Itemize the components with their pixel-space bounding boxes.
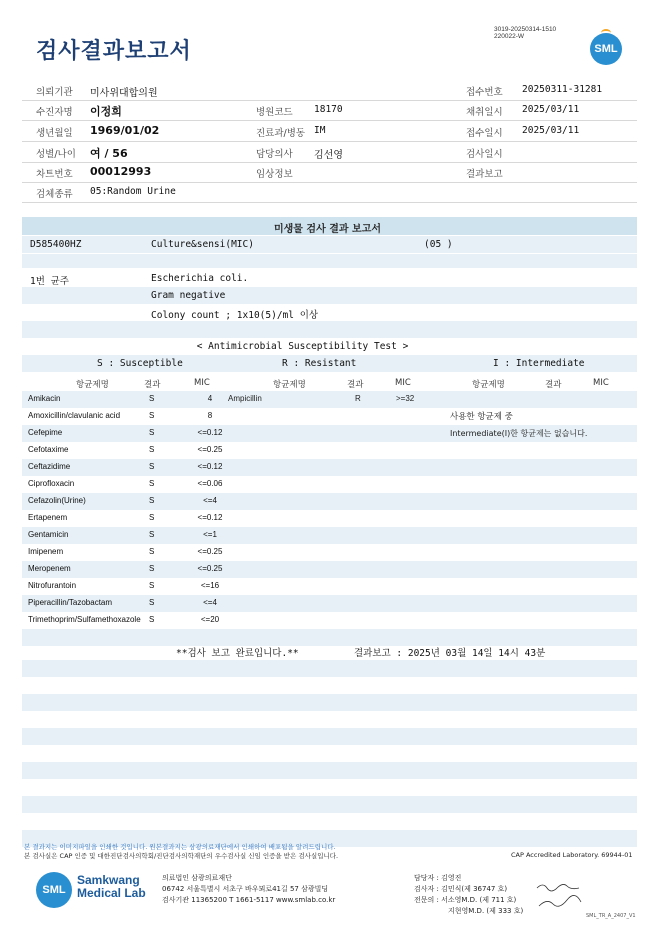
drug-row [22,510,637,527]
org-name: 의료법인 삼광의료재단 [162,874,232,882]
completion-message: **검사 보고 완료입니다.** [176,648,299,659]
info-value: 18170 [314,104,343,115]
col-result-3: 결과 [545,380,562,390]
drug-mic: <=0.12 [197,462,223,471]
info-row [22,162,637,183]
drug-name: Piperacillin/Tazobactam [28,598,113,607]
col-mic-3: MIC [593,378,609,388]
staff-tester: 검사자 : 김민식(제 36747 호) [414,885,508,893]
info-label: 생년월일 [36,128,73,139]
legend-intermediate: I : Intermediate [493,358,585,369]
resistant-drug-mic: >=32 [396,394,415,403]
drug-row [22,459,637,476]
drug-name: Ceftazidime [28,462,71,471]
organism-name: Escherichia coli. [151,273,249,284]
note-line-2: Intermediate(I)한 항균제는 없습니다. [450,429,588,438]
drug-mic: 8 [207,411,213,420]
info-label: 수진자명 [36,107,73,118]
drug-mic: <=16 [200,581,220,590]
disclaimer-2: 본 검사실은 CAP 인증 및 대한진단검사의학회/진단검사의학재단의 우수검사실 신임 인증을 받은 검사실입니다. [24,852,339,860]
info-value: 2025/03/11 [522,104,580,115]
form-code: SML_TR_A_2407_V1 [586,913,636,919]
info-label: 의뢰기관 [36,87,73,98]
colony-count: Colony count ; 1x10(5)/ml 이상 [151,310,319,321]
info-value: 00012993 [90,165,152,178]
org-contact: 검사기관 11365200 T 1661-5117 www.smlab.co.kr [162,896,336,904]
drug-res: S [149,411,155,420]
drug-mic: <=20 [200,615,220,624]
info-value: 20250311-31281 [522,84,603,95]
col-drug-1: 항균제명 [76,380,109,390]
drug-name: Trimethoprim/Sulfamethoxazole [28,615,141,624]
drug-res: S [149,547,155,556]
doc-no-line-2: 220022-W [494,33,524,40]
info-label: 차트번호 [36,169,73,180]
organism-label: 1번 균주 [30,276,69,287]
drug-res: S [149,394,155,403]
col-drug-3: 항균제명 [472,380,505,390]
info-value: 1969/01/02 [90,124,160,137]
staff-specialist-1: 전문의 : 서소영M.D. (제 711 호) [414,896,517,904]
info-value: IM [314,125,326,136]
report-time: 결과보고 : 2025년 03월 14일 14시 43분 [354,648,546,659]
legend-resistant: R : Resistant [282,358,357,369]
info-row [22,121,637,142]
info-label: 결과보고 [466,169,503,180]
band [22,236,637,253]
drug-row [22,595,637,612]
band [22,694,637,711]
band [22,796,637,813]
drug-name: Ciprofloxacin [28,479,75,488]
drug-mic: <=0.12 [197,513,223,522]
drug-name: Ertapenem [28,513,68,522]
drug-mic: <=1 [203,530,217,539]
drug-name: Amikacin [28,394,61,403]
gram-stain: Gram negative [151,290,226,301]
drug-mic: <=0.25 [197,547,223,556]
drug-name: Amoxicillin/clavulanic acid [28,411,121,420]
drug-row [22,527,637,544]
doc-no-line-1: 3019-20250314-1510 [494,26,557,33]
drug-row [22,578,637,595]
drug-name: Gentamicin [28,530,69,539]
resistant-drug-name: Ampicillin [228,394,262,403]
band [22,629,637,646]
drug-name: Nitrofurantoin [28,581,77,590]
report-title: 검사결과보고서 [36,39,192,64]
drug-row [22,612,637,629]
info-row [22,100,637,121]
drug-row [22,561,637,578]
cap-accreditation: CAP Accredited Laboratory. 69944-01 [511,851,633,859]
drug-row [22,391,637,408]
col-mic-1: MIC [194,378,210,388]
disclaimer-1: 본 결과지는 이미지파일을 인쇄한 것입니다. 원본결과지는 삼광의료재단에서 인쇄하여 배포됨을 알려드립니다. [24,843,336,851]
info-value: 미사위대합의원 [90,88,158,99]
note-line-1: 사용한 항균제 중 [450,412,513,422]
drug-res: S [149,496,155,505]
band [22,287,637,304]
resistant-drug-result: R [355,394,361,403]
test-code: D585400HZ [30,239,82,250]
info-value: 05:Random Urine [90,186,176,197]
drug-name: Meropenem [28,564,71,573]
sml-logo: SML [590,33,622,65]
col-result-2: 결과 [347,380,364,390]
drug-name: Cefepime [28,428,63,437]
brand-line-1: Samkwang [77,873,140,887]
info-label: 병원코드 [256,107,293,118]
col-mic-2: MIC [395,378,411,388]
info-label: 담당의사 [256,149,293,160]
drug-name: Cefazolin(Urine) [28,496,86,505]
drug-res: S [149,615,155,624]
micro-section-title: 미생물 검사 결과 보고서 [273,224,382,235]
drug-res: S [149,462,155,471]
drug-mic: 4 [207,394,213,403]
drug-row [22,476,637,493]
drug-res: S [149,513,155,522]
info-row [22,142,637,163]
test-number: (05 ) [424,239,453,250]
drug-res: S [149,564,155,573]
drug-name: Imipenem [28,547,64,556]
drug-res: S [149,581,155,590]
drug-mic: <=0.25 [197,445,223,454]
info-label: 채취일시 [466,107,503,118]
ast-title: < Antimicrobial Susceptibility Test > [196,341,409,352]
drug-row [22,493,637,510]
info-label: 성별/나이 [36,149,76,160]
info-label: 접수번호 [466,87,503,98]
band [22,660,637,677]
col-drug-2: 항균제명 [273,380,306,390]
band [22,728,637,745]
info-label: 진료과/병동 [256,128,306,139]
staff-manager: 담당자 : 김영진 [414,874,462,882]
drug-res: S [149,530,155,539]
col-result-1: 결과 [144,380,161,390]
org-address: 06742 서울특별시 서초구 바우뫼로41길 57 삼광빌딩 [162,885,329,893]
legend-susceptible: S : Susceptible [97,358,183,369]
staff-specialist-2: 지현영M.D. (제 333 호) [448,907,524,915]
brand-line-2: Medical Lab [77,886,146,900]
drug-res: S [149,445,155,454]
document-number [494,26,556,40]
info-row [22,80,637,101]
signature-marks [535,878,585,914]
band [22,762,637,779]
info-value: 이정희 [90,105,122,118]
sml-footer-logo: SML [36,872,72,908]
drug-mic: <=4 [203,496,217,505]
info-value: 여 / 56 [90,147,128,160]
drug-row [22,408,637,425]
test-name: Culture&sensi(MIC) [151,239,254,250]
drug-row [22,544,637,561]
info-row [22,182,637,203]
drug-mic: <=0.06 [197,479,223,488]
drug-res: S [149,479,155,488]
drug-row [22,442,637,459]
band [22,254,637,268]
info-label: 임상정보 [256,169,293,180]
drug-mic: <=0.12 [197,428,223,437]
info-label: 검사일시 [466,149,503,160]
drug-mic: <=0.25 [197,564,223,573]
drug-name: Cefotaxime [28,445,69,454]
drug-res: S [149,598,155,607]
info-label: 검체종류 [36,189,73,200]
brand-name [77,874,146,900]
drug-res: S [149,428,155,437]
info-value: 김선영 [314,150,343,161]
info-value: 2025/03/11 [522,125,580,136]
band [22,321,637,338]
info-label: 접수일시 [466,128,503,139]
drug-mic: <=4 [203,598,217,607]
